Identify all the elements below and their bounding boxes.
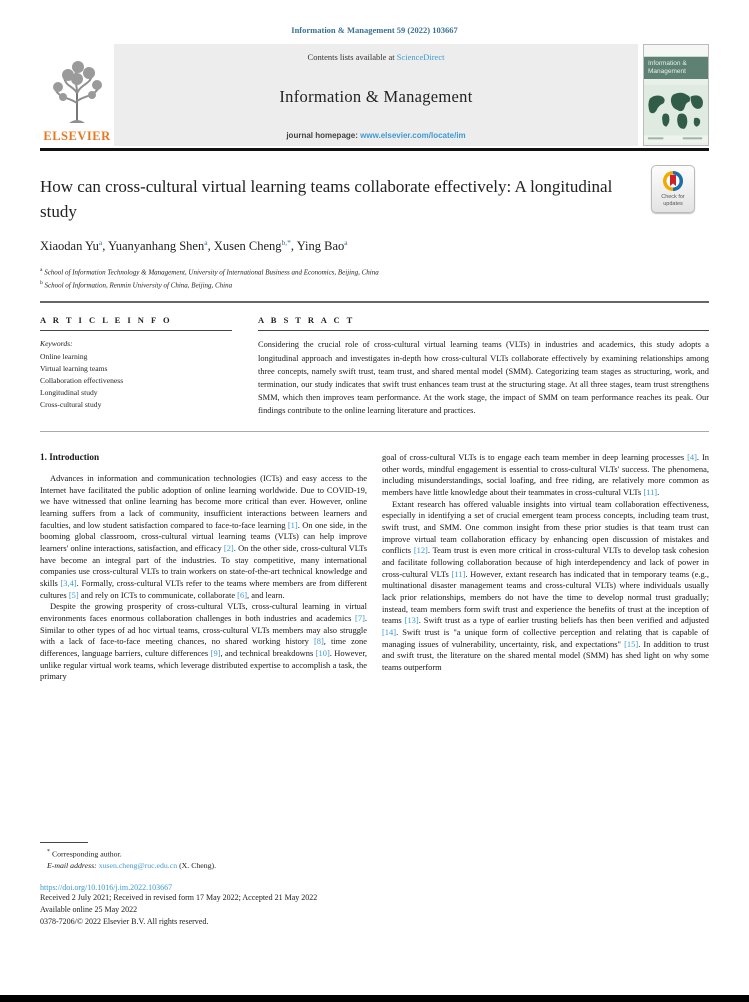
citation-link[interactable]: [10] (315, 647, 330, 658)
title-block (40, 175, 709, 224)
article-info-column (40, 315, 232, 417)
author-name: Xiaodan Yu (40, 239, 99, 254)
citation-link[interactable]: [14] (382, 626, 397, 637)
citation-link[interactable]: [1] (287, 519, 298, 530)
contents-line (120, 52, 632, 62)
citation-link[interactable]: [2] (223, 543, 234, 554)
elsevier-tree-icon (48, 59, 106, 129)
article-info-rule (40, 330, 232, 331)
citation-link[interactable]: [15] (624, 638, 639, 649)
elsevier-logo[interactable] (40, 44, 114, 146)
homepage-prefix: journal homepage: (286, 131, 361, 140)
affiliation-text: School of Information, Renmin University of China, Beijing, China (44, 281, 233, 290)
running-head-citation: Information & Management 59 (2022) 103667 (291, 25, 458, 35)
author (297, 239, 348, 253)
abstract-text: Considering the crucial role of cross-cultural virtual learning teams (VLTs) in industries and academics, this study adopts a longitudinal approach and investigates in-depth how cross-cultural VLTs collaborate effectively by examining relationships among three concepts, namely swift trust, team trust, and shared mental model (SMM). Categorizing team stages as structuring, work, and termination, our study indicates that swift trust enhances team trust at the structuring stage. At all three stages, team trust strengthens SMM, which then improves team performance. At the work stage, the impact of SMM on team performance reaches its peak. Our findings contribute to the online learning literature and practices. (258, 340, 709, 416)
author (40, 239, 105, 253)
journal-title: Information & Management (279, 86, 473, 106)
journal-masthead (114, 44, 638, 146)
article-title: How can cross-cultural virtual learning teams collaborate effectively: A longitudinal study (40, 177, 613, 221)
citation-link[interactable]: [12] (413, 545, 428, 556)
email-suffix: (X. Cheng). (179, 861, 217, 871)
author (108, 239, 211, 253)
keyword: Cross-cultural study (40, 400, 102, 410)
author-affil-sup: a (98, 238, 103, 248)
info-abstract-section (40, 315, 709, 417)
email-label: E-mail address: (47, 861, 97, 871)
footnote-rule (40, 842, 88, 843)
copyright-line: 0378-7206/© 2022 Elsevier B.V. All rights reserved. (40, 916, 209, 926)
body-paragraph: Despite the growing prosperity of cross-cultural VLTs, cross-cultural learning in virtual environments faces enormous collaboration challenges in both industries and academics [7]. Similar to other types of ad hoc virtual teams, cross-cultural VLTs members may also struggle with a lack of face-to-face meeting chances, no shared working history [8], time zone differences, language barriers, culture differences [9], and technical breakdowns [10]. However, unlike regular virtual work teams, which leverage distributed expertise to accomplish a task, the primary (40, 601, 367, 682)
author-separator: , (207, 239, 211, 254)
affiliation-text: School of Information Technology & Management, University of International Business and Economics, Beijing, China (44, 268, 379, 277)
corresponding-note-text: Corresponding author. (51, 849, 122, 859)
article-body (40, 452, 709, 683)
abstract-top-rule (40, 301, 709, 303)
citation-link[interactable]: [8] (313, 636, 324, 647)
author (214, 239, 294, 253)
check-for-updates-badge[interactable] (651, 165, 695, 213)
author-affil-sup: a (344, 238, 348, 248)
cover-world-map (644, 85, 708, 143)
abstract-rule (258, 330, 709, 331)
abstract-heading: A B S T R A C T (258, 315, 355, 326)
citation-link[interactable]: [5] (68, 589, 79, 600)
citation-link[interactable]: [11] (643, 487, 658, 498)
author-name: Yuanyanhang Shen (108, 239, 205, 254)
check-badge-label: Check for updates (661, 194, 685, 207)
body-paragraph: Advances in information and communication technologies (ICTs) and easy access to the Internet have facilitated the public adoption of online learning worldwide. Due to COVID-19, we have witnessed that online learning has become more critical than ever. However, online learning suffers from a lack of community, insufficient interactions between learners and faculties, and low student satisfaction compared to face-to-face learning [1]. On one side, in the booming global classroom, cross-cultural virtual learning teams (VLTs) can help improve learners' online interactions, satisfaction, and efficacy [2]. On the other side, cross-cultural VLTs have become an integral part of the industries. To stay competitive, many international companies use cross-cultural VLTs to train workers on state-of-the-art technical knowledge and skills [3,4]. Formally, cross-cultural VLTs refer to the teams where members are from different cultures [5] and rely on ICTs to communicate, collaborate [6], and learn. (40, 473, 368, 600)
section-heading-introduction: 1. Introduction (40, 452, 100, 463)
elsevier-wordmark: ELSEVIER (43, 129, 111, 143)
header-divider (40, 148, 709, 151)
citation-link[interactable]: [11] (451, 568, 466, 579)
citation-link[interactable]: [13] (404, 615, 419, 626)
citation-link[interactable]: [9] (210, 647, 221, 658)
citation-link[interactable]: [7] (355, 613, 365, 623)
abstract-column (258, 315, 709, 417)
contents-prefix: Contents lists available at (307, 52, 397, 62)
author-affil-sup: a (204, 238, 208, 248)
article-info-heading: A R T I C L E I N F O (40, 315, 173, 326)
cover-top-strip (644, 45, 708, 57)
footnote-star: * (47, 849, 50, 855)
citation-link[interactable]: [4] (687, 452, 697, 463)
abstract-bottom-rule (40, 431, 709, 432)
journal-cover-thumbnail[interactable] (643, 44, 709, 146)
author-name: Xusen Cheng (213, 239, 282, 254)
author-separator: , (290, 239, 295, 254)
sciencedirect-link[interactable]: ScienceDirect (396, 52, 445, 62)
affiliation-sup: a (40, 267, 43, 274)
available-online-line: Available online 25 May 2022 (40, 904, 138, 914)
journal-header (40, 44, 709, 146)
journal-homepage-link[interactable]: www.elsevier.com/locate/im (360, 131, 466, 140)
body-paragraph: Extant research has offered valuable insights into virtual team collaboration effectiveness, especially in identifying a set of crucial emergent team process concepts, including team trust, swift trust, and SMM. One common insight from these prior studies is that team trust can improve virtual team collaboration efficacy by enhancing open discussion of mistakes and conflicts [12]. Team trust is even more critical in cross-cultural VLTs to develop task cohesion and facilitate following collaboration because of high interdependency and lack of power in cross-cultural VLTs [11]. However, extant research has indicated that in temporary teams (e.g., multinational disaster management teams and cross-cultural VLTs) where individuals usually lack prior relationships, members do not have the time to develop normal trust gradually; instead, team members form swift trust and experience the benefits of trust at the inception of teams [13]. Swift trust as a type of earlier trusting beliefs has then been verified and adjusted [14]. Swift trust is "a unique form of collective perception and relating that is capable of managing issues of vulnerability, uncertainty, risk, and expectations" [15]. In addition to trust and swift trust, the literature on the shared mental model (SMM) has shed light on why some teams outperform (382, 498, 709, 672)
keyword: Collaboration effectiveness (40, 375, 124, 385)
homepage-line (120, 131, 632, 140)
body-paragraph: goal of cross-cultural VLTs is to engage each team member in deep learning processes [4]. In other words, mindful engagement is essential to cross-cultural VLTs' success. The phenomena, including misunderstandings, social loafing, and free riding, are relatively more common as members have little knowledge about their teammates in cross-cultural VLTs [11]. (382, 452, 709, 498)
crossmark-icon (662, 170, 684, 192)
keyword: Online learning (40, 351, 88, 361)
affiliation (40, 279, 709, 292)
doi-link[interactable]: https://doi.org/10.1016/j.im.2022.103667 (40, 882, 173, 892)
author-separator: , (102, 239, 106, 254)
corresponding-author-note (40, 848, 709, 872)
affiliation-sup: b (40, 279, 43, 286)
citation-link[interactable]: [3,4] (60, 578, 77, 589)
body-right-column (382, 452, 709, 683)
author-name: Ying Bao (296, 239, 345, 254)
author-list (40, 238, 709, 254)
affiliations (40, 266, 709, 291)
cover-title: Information & Management (644, 57, 708, 79)
received-line: Received 2 July 2021; Received in revised form 17 May 2022; Accepted 21 May 2022 (40, 892, 318, 902)
keywords-label: Keywords: (40, 339, 73, 349)
page-bottom-bar (0, 995, 749, 1002)
citation-link[interactable]: [6] (237, 589, 248, 600)
author-affil-sup: b,* (281, 238, 291, 248)
body-left-column (40, 452, 367, 683)
affiliation (40, 266, 709, 279)
keyword: Longitudinal study (40, 388, 98, 398)
keyword: Virtual learning teams (40, 363, 108, 373)
doi-line (40, 883, 709, 892)
email-link[interactable]: xusen.cheng@ruc.edu.cn (98, 861, 178, 871)
page-footer (40, 842, 709, 928)
